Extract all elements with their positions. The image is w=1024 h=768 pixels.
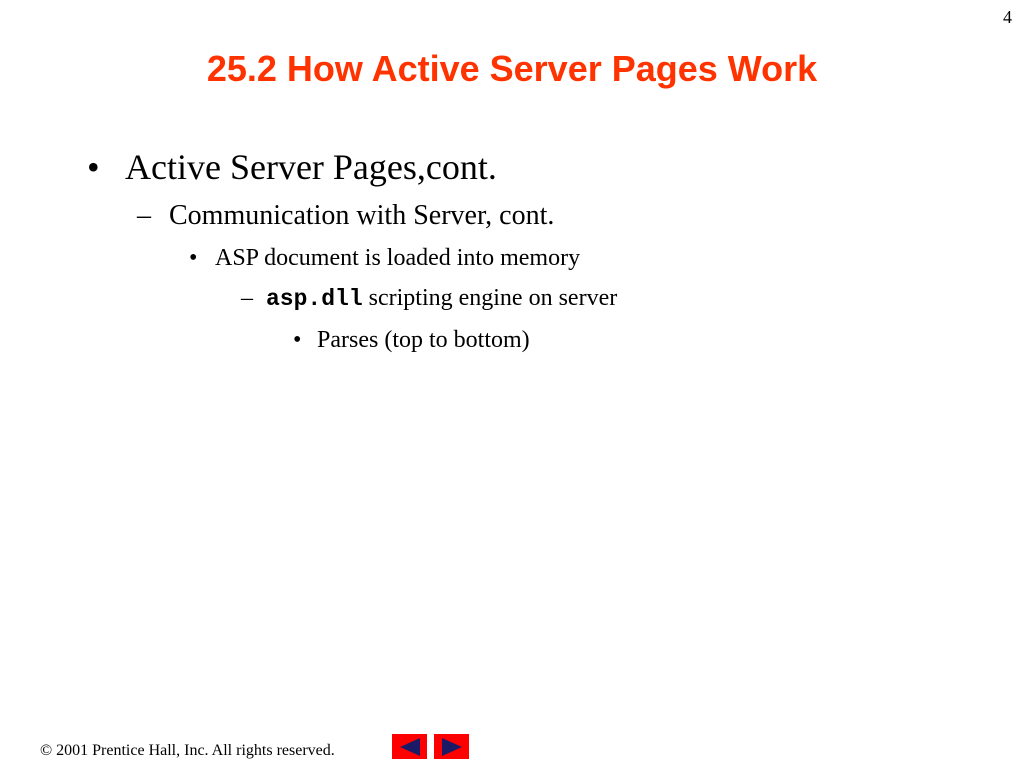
footer-copyright: © 2001 Prentice Hall, Inc. All rights reserved.: [40, 742, 335, 759]
left-triangle-icon: [398, 737, 422, 757]
bullet-marker: •: [189, 245, 198, 271]
dash-marker: –: [241, 285, 253, 311]
bullet-marker: •: [87, 147, 100, 187]
outline-item-level1: [87, 146, 497, 188]
outline-item-level2: [137, 200, 554, 232]
outline-text: ASP document is loaded into memory: [215, 245, 581, 271]
previous-slide-button[interactable]: [392, 734, 427, 759]
right-triangle-icon: [440, 737, 464, 757]
code-text: asp.dll: [266, 286, 363, 312]
dash-marker: –: [137, 200, 151, 231]
slide-title: 25.2 How Active Server Pages Work: [206, 48, 818, 89]
outline-item-level3: [189, 245, 580, 272]
outline-text: Communication with Server, cont.: [169, 200, 555, 231]
outline-text: Parses (top to bottom): [317, 327, 530, 353]
outline-text: scripting engine on server: [362, 285, 618, 311]
outline-text: Active Server Pages,cont.: [125, 147, 497, 187]
outline-item-level4: [241, 285, 617, 312]
bullet-marker: •: [293, 327, 302, 353]
next-slide-button[interactable]: [434, 734, 469, 759]
slide-navigation: [392, 734, 469, 759]
page-number: 4: [1003, 7, 1012, 27]
outline-item-level5: [293, 327, 530, 354]
